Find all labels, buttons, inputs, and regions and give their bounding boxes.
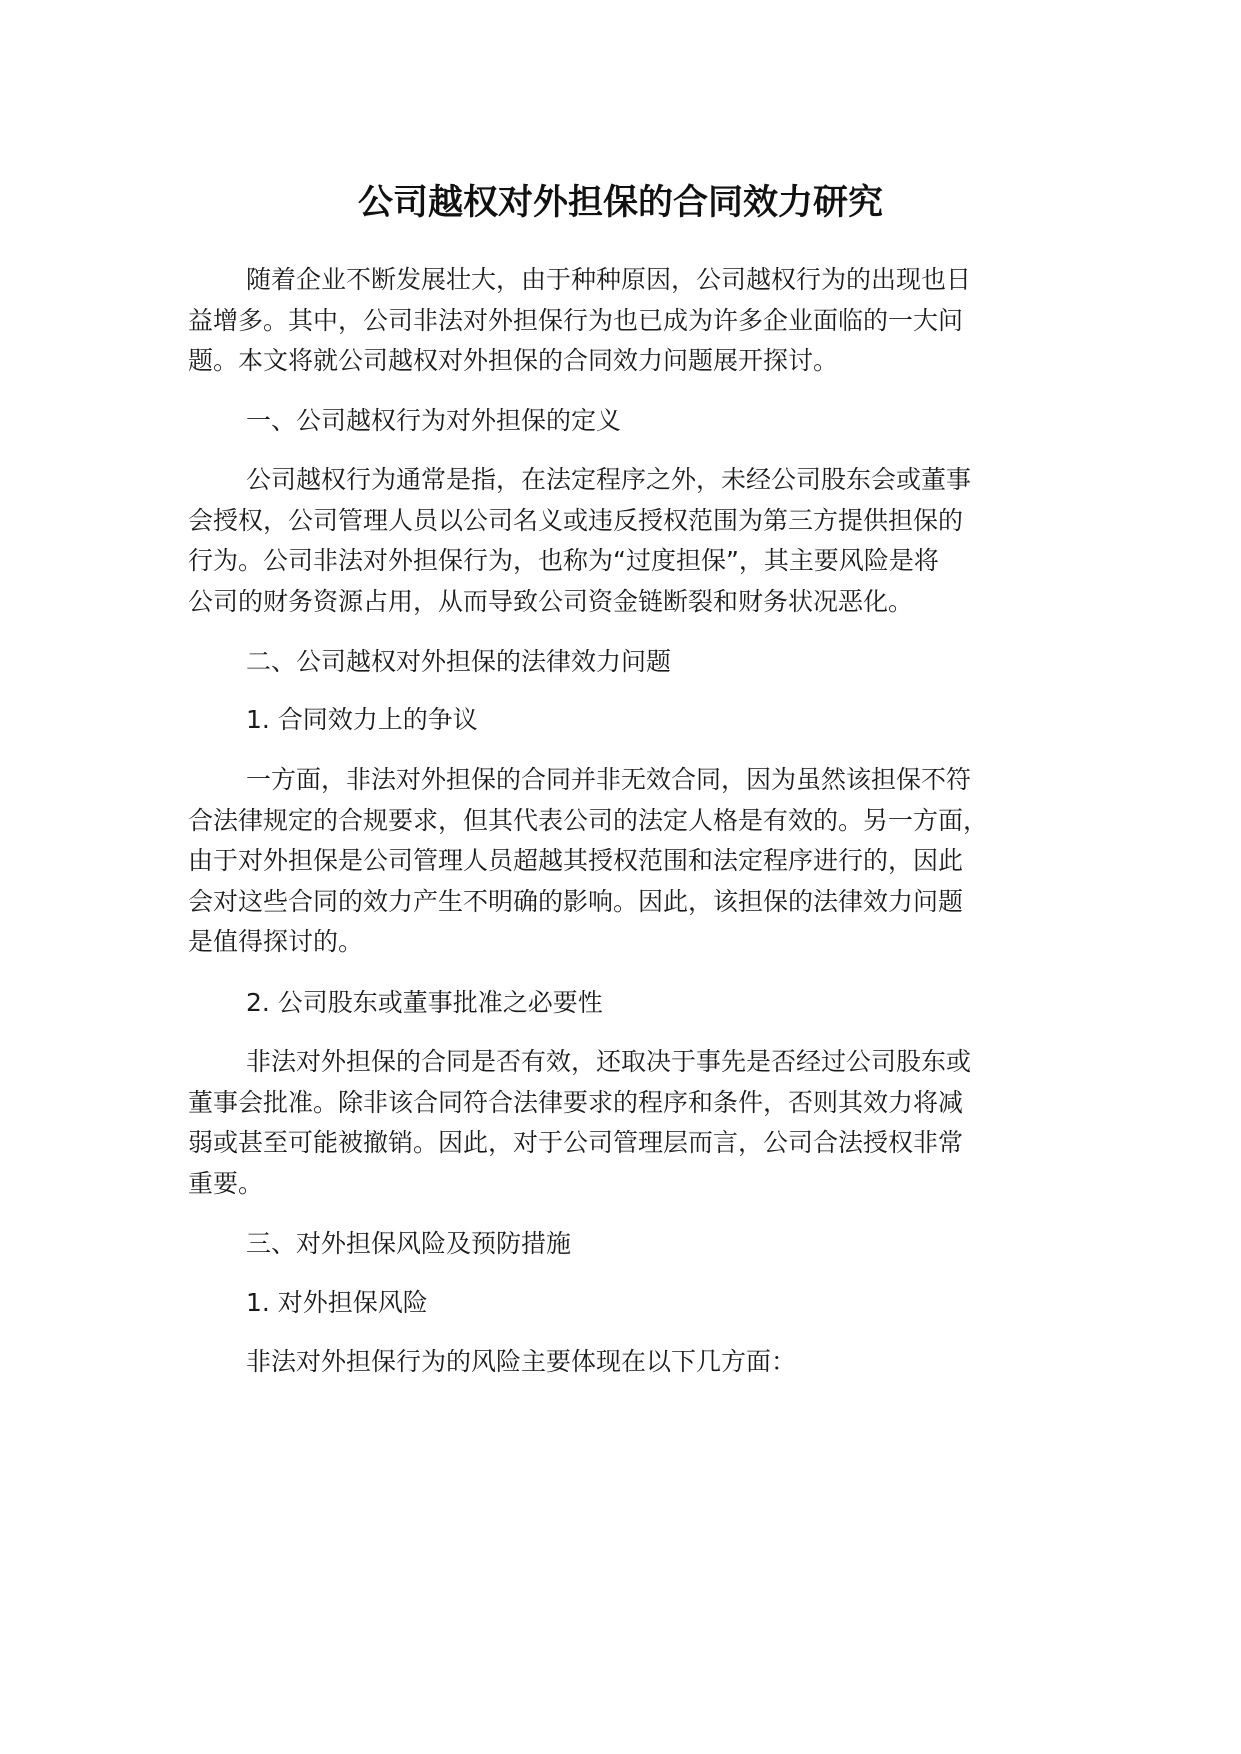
paragraph-line: 由于对外担保是公司管理人员超越其授权范围和法定程序进行的，因此 — [188, 846, 964, 875]
subsection-heading-3-1 — [188, 1283, 1088, 1324]
paragraph-line: 会授权，公司管理人员以公司名义或违反授权范围为第三方提供担保的 — [188, 505, 964, 535]
heading-text: 一、公司越权行为对外担保的定义 — [246, 406, 622, 435]
paragraph-line: 合法律规定的合规要求，但其代表公司的法定人格是有效的。另一方面， — [188, 805, 989, 835]
heading-text: 三、对外担保风险及预防措施 — [246, 1229, 572, 1258]
document-title: 公司越权对外担保的合同效力研究 — [357, 183, 883, 223]
paragraph-line: 公司的财务资源占用，从而导致公司资金链断裂和财务状况恶化。 — [188, 586, 914, 616]
subsection-heading-2-1 — [188, 700, 1088, 741]
paragraph-line: 公司越权行为通常是指，在法定程序之外，未经公司股东会或董事 — [246, 465, 972, 494]
paragraph-line: 题。本文将就公司越权对外担保的合同效力问题展开探讨。 — [188, 346, 839, 375]
paragraph-line: 弱或甚至可能被撤销。因此，对于公司管理层而言，公司合法授权非常 — [188, 1128, 964, 1157]
paragraph-line: 一方面，非法对外担保的合同并非无效合同，因为虽然该担保不符 — [246, 765, 972, 794]
paragraph-line: 非法对外担保的合同是否有效，还取决于事先是否经过公司股东或 — [246, 1047, 972, 1076]
paragraph-definition — [188, 460, 1088, 622]
subheading-text: 1. 对外担保风险 — [246, 1288, 428, 1317]
section-heading-3 — [188, 1224, 1088, 1265]
subsection-heading-2-2 — [188, 983, 1088, 1024]
subheading-text: 1. 合同效力上的争议 — [246, 705, 478, 734]
section-heading-1 — [188, 401, 1088, 442]
paragraph-line: 是值得探讨的。 — [188, 927, 364, 956]
paragraph-line: 非法对外担保行为的风险主要体现在以下几方面： — [246, 1347, 797, 1376]
paragraph-intro — [188, 260, 1088, 382]
paragraph-line: 益增多。其中，公司非法对外担保行为也已成为许多企业面临的一大问 — [188, 305, 964, 335]
paragraph-line: 重要。 — [188, 1168, 264, 1198]
paragraph-line: 随着企业不断发展壮大，由于种种原因，公司越权行为的出现也日 — [246, 265, 972, 294]
heading-text: 二、公司越权对外担保的法律效力问题 — [246, 647, 672, 676]
section-heading-2 — [188, 642, 1088, 683]
paragraph-approval — [188, 1042, 1088, 1204]
paragraph-risks — [188, 1342, 1088, 1383]
subheading-text: 2. 公司股东或董事批准之必要性 — [246, 988, 603, 1017]
paragraph-dispute — [188, 760, 1088, 963]
paragraph-line: 会对这些合同的效力产生不明确的影响。因此，该担保的法律效力问题 — [188, 886, 964, 916]
paragraph-line: 行为。公司非法对外担保行为，也称为“过度担保”，其主要风险是将 — [188, 546, 939, 575]
paragraph-line: 董事会批准。除非该合同符合法律要求的程序和条件，否则其效力将减 — [188, 1087, 964, 1117]
